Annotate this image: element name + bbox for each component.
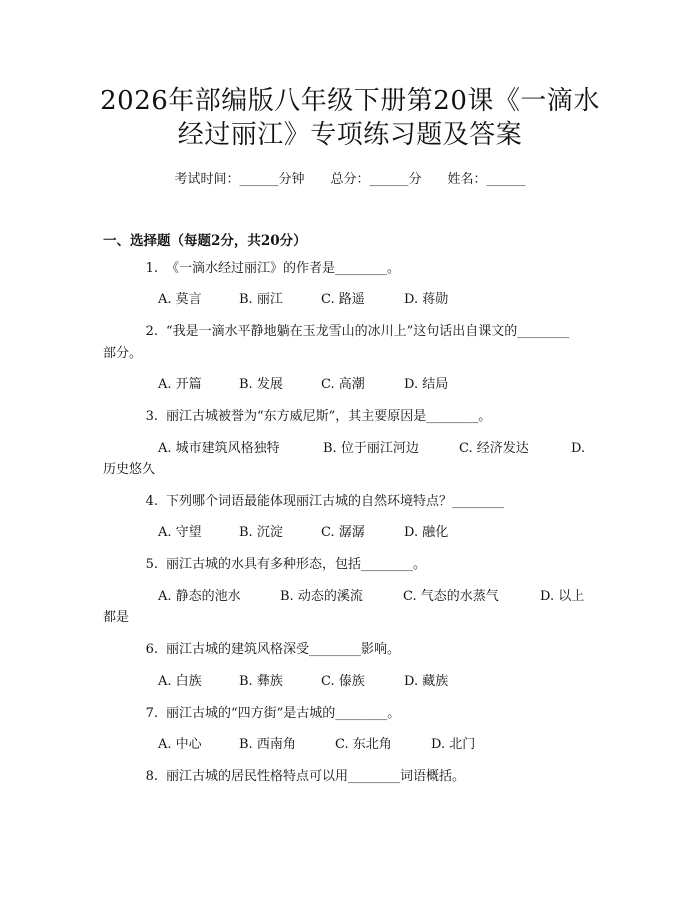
option-d-text: 历史悠久 <box>103 462 156 477</box>
question-text: 下列哪个词语最能体现丽江古城的自然环境特点？________ <box>166 494 505 509</box>
question-text: 丽江古城的建筑风格深受________影响。 <box>166 642 401 657</box>
section-heading-choice: 一、选择题（每题2分，共20分） <box>103 233 307 249</box>
question-number: 6. <box>145 642 158 657</box>
option-a: A. 城市建筑风格独特 <box>158 441 280 456</box>
question-text: 《一滴水经过丽江》的作者是________。 <box>166 261 401 276</box>
document-title-line2: 经过丽江》专项练习题及答案 <box>177 120 523 150</box>
question-number: 3. <box>145 409 158 424</box>
total-score-field: 总分：______分 <box>330 172 422 187</box>
question-text-continued: 部分。 <box>103 346 143 361</box>
option-a: A. 守望 <box>158 525 202 540</box>
question-4 <box>103 491 600 513</box>
option-c: C. 经济发达 <box>459 441 529 456</box>
question-text: 丽江古城的水具有多种形态，包括________。 <box>166 557 427 572</box>
question-number: 8. <box>145 769 158 784</box>
question-text: 丽江古城被誉为“东方威尼斯”，其主要原因是________。 <box>166 409 492 424</box>
question-3 <box>103 406 600 428</box>
option-a: A. 开篇 <box>158 377 202 392</box>
question-number: 2. <box>145 324 158 339</box>
question-text: 丽江古城的“四方街”是古城的________。 <box>166 706 401 721</box>
option-d: D. 融化 <box>404 525 449 540</box>
student-name-field: 姓名：______ <box>447 172 526 187</box>
option-c: C. 路遥 <box>321 292 365 307</box>
question-8 <box>103 766 600 788</box>
option-a: A. 中心 <box>158 737 202 752</box>
exam-info-line <box>0 168 700 187</box>
option-d: D. <box>571 441 586 456</box>
question-number: 5. <box>145 557 158 572</box>
option-d: D. 结局 <box>404 377 449 392</box>
option-d-text: 都是 <box>103 610 130 625</box>
option-c: C. 气态的水蒸气 <box>403 589 499 604</box>
option-b: B. 发展 <box>239 377 283 392</box>
option-c: C. 潺潺 <box>321 525 365 540</box>
option-b: B. 位于丽江河边 <box>323 441 419 456</box>
question-text: “我是一滴水平静地躺在玉龙雪山的冰川上”这句话出自课文的________ <box>166 324 570 339</box>
question-7 <box>103 703 600 725</box>
question-number: 4. <box>145 494 158 509</box>
question-5-options-wrap <box>103 607 600 629</box>
question-2 <box>103 321 600 365</box>
question-number: 1. <box>145 261 158 276</box>
question-number: 7. <box>145 706 158 721</box>
option-b: B. 丽江 <box>239 292 283 307</box>
option-b: B. 沉淀 <box>239 525 283 540</box>
question-1 <box>103 258 600 280</box>
question-3-options-wrap <box>103 459 600 481</box>
option-a: A. 白族 <box>158 674 202 689</box>
option-d: D. 蒋勋 <box>404 292 449 307</box>
question-text: 丽江古城的居民性格特点可以用________词语概括。 <box>166 769 466 784</box>
option-d: D. 以上 <box>540 589 585 604</box>
option-a: A. 静态的池水 <box>158 589 241 604</box>
option-a: A. 莫言 <box>158 292 202 307</box>
question-5 <box>103 554 600 576</box>
option-b: B. 动态的溪流 <box>280 589 363 604</box>
option-d: D. 藏族 <box>404 674 449 689</box>
option-c: C. 东北角 <box>335 737 392 752</box>
option-c: C. 高潮 <box>321 377 365 392</box>
option-c: C. 傣族 <box>321 674 365 689</box>
question-6 <box>103 639 600 661</box>
option-b: B. 西南角 <box>239 737 296 752</box>
exam-time-field: 考试时间：______分钟 <box>174 172 305 187</box>
option-d: D. 北门 <box>431 737 476 752</box>
document-title-line1: 2026年部编版八年级下册第20课《一滴水 <box>100 86 600 116</box>
option-b: B. 彝族 <box>239 674 283 689</box>
